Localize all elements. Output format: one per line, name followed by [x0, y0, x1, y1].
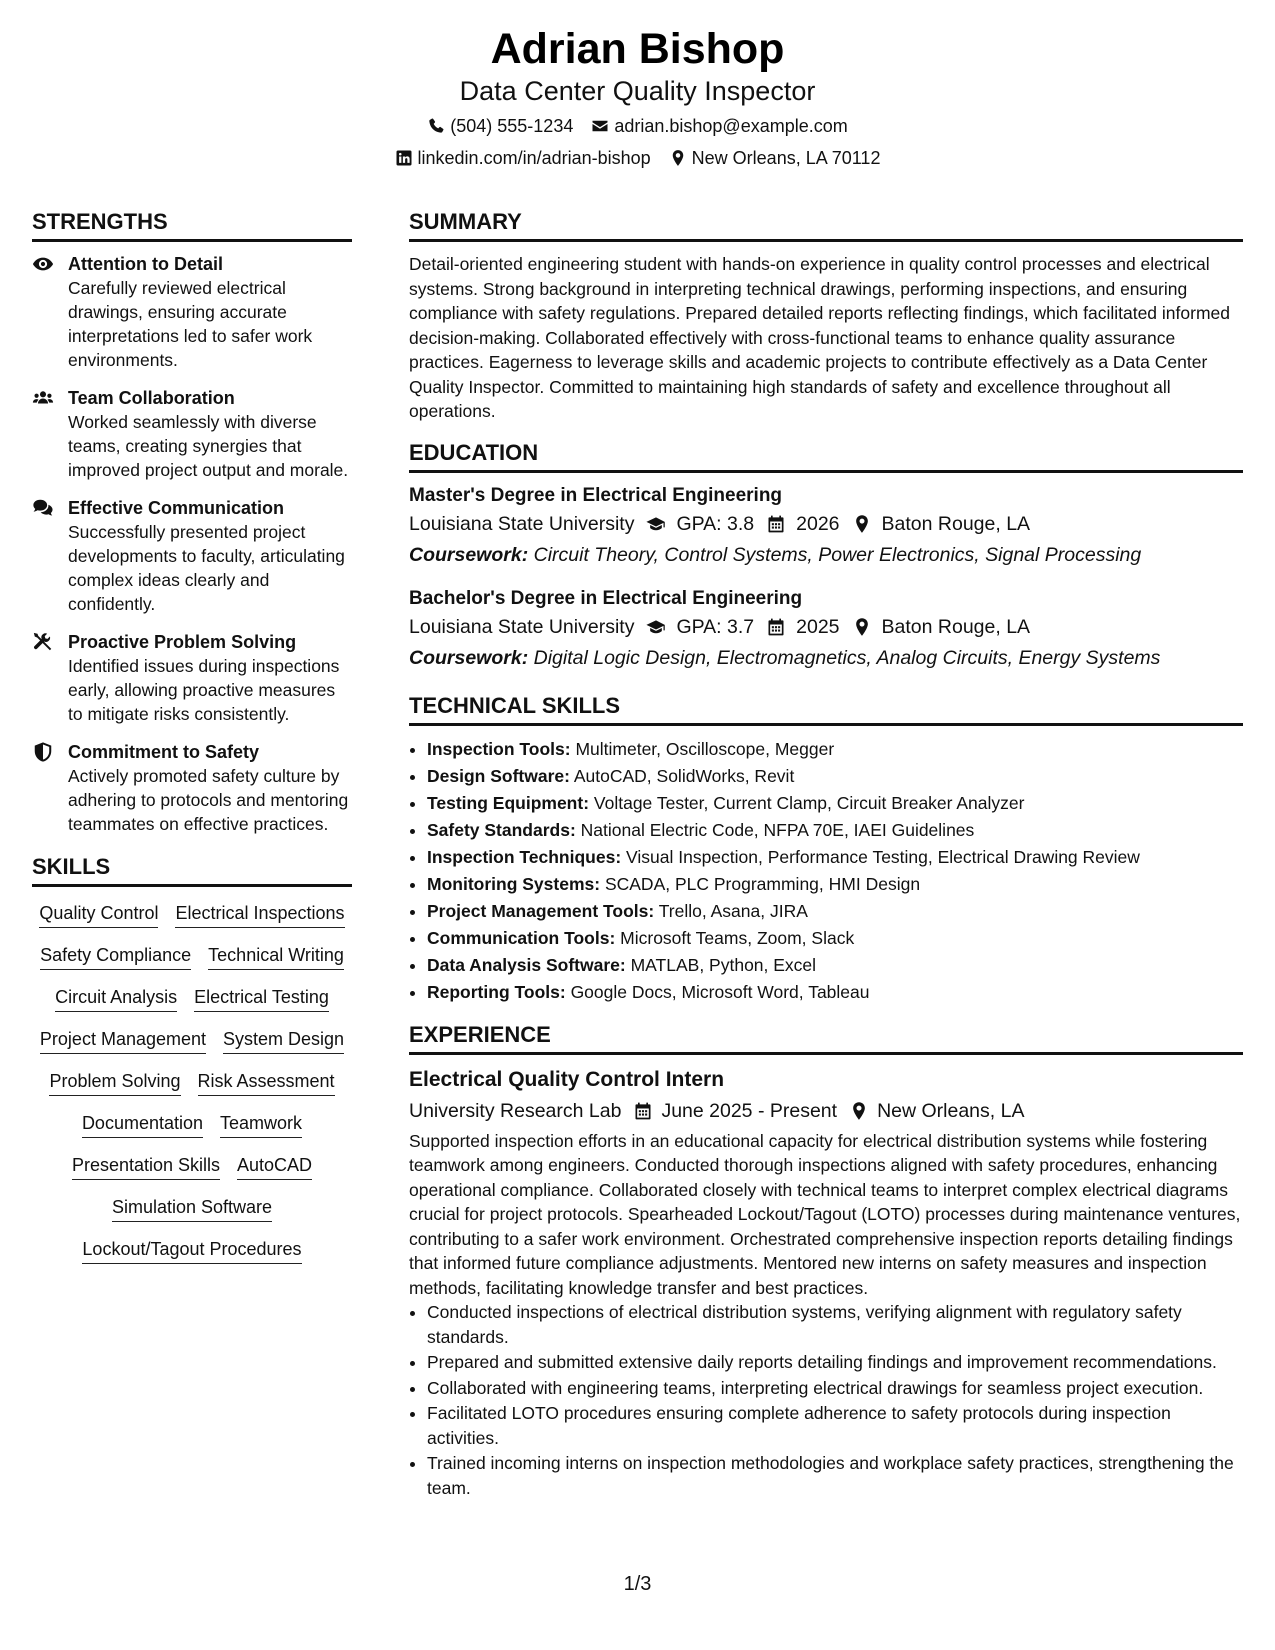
school-location-text: Baton Rouge, LA [881, 615, 1031, 638]
email-text[interactable]: adrian.bishop@example.com [614, 116, 848, 136]
shield-icon [32, 741, 54, 763]
strength-item [32, 252, 352, 372]
strengths-list [32, 252, 352, 836]
job-description: Supported inspection efforts in an educational capacity for electrical distribution systems while fostering teamwork among engineers. Conducted thorough inspections aligned with safety procedures, enhancing operational compliance. Collaborated closely with technical teams to interpret complex electrical diagrams crucial for project protocols. Spearheaded Lockout/Tagout (LOTO) processes during maintenance ventures, contributing to a safer work environment. Orchestrated comprehensive inspection reports detailing findings that informed future compliance adjustments. Mentored new interns on safety measures and inspection methods, facilitating knowledge transfer and best practices. [409, 1130, 1241, 1298]
coursework [409, 643, 1243, 673]
strength-name: Proactive Problem Solving [68, 632, 297, 652]
school-name: Louisiana State University [409, 615, 635, 638]
technical-skill-item [427, 736, 1243, 763]
skill-tag: Quality Control [39, 901, 158, 928]
technical-skill-item [427, 844, 1243, 871]
education-entry [409, 483, 1243, 570]
coursework-text: Digital Logic Design, Electromagnetics, Analog Circuits, Energy Systems [533, 646, 1161, 669]
strength-name: Attention to Detail [68, 254, 223, 274]
coursework [409, 540, 1243, 570]
gpa-meta [646, 509, 754, 540]
tech-skill-value: Visual Inspection, Performance Testing, Electrical Drawing Review [626, 846, 1140, 867]
skill-tag: Problem Solving [49, 1069, 180, 1096]
job-location: New Orleans, LA [877, 1099, 1025, 1122]
gpa-text: GPA: 3.8 [676, 512, 755, 535]
map-marker-icon [669, 149, 687, 167]
job-title-heading: Data Center Quality Inspector [459, 76, 816, 106]
technical-skill-item [427, 979, 1243, 1006]
year-meta [766, 509, 839, 540]
job-position: Electrical Quality Control Intern [409, 1067, 725, 1091]
email-contact [591, 114, 847, 138]
tech-skill-value: Microsoft Teams, Zoom, Slack [620, 927, 855, 948]
job-bullet: • Prepared and submitted extensive daily reports detailing findings and improvement recommendations. [427, 1350, 1243, 1375]
page-number: 1/3 [623, 1573, 652, 1595]
skills-list [32, 897, 352, 1264]
gpa-meta [646, 612, 754, 643]
phone-text[interactable]: (504) 555-1234 [450, 116, 574, 136]
technical-skill-item [427, 790, 1243, 817]
school-location-meta [852, 612, 1031, 643]
job-bullets [409, 1300, 1243, 1500]
right-column [409, 205, 1243, 1501]
job-dates-meta [633, 1095, 837, 1127]
year-text: 2025 [796, 615, 840, 638]
contact-row-2 [0, 146, 1275, 170]
skill-tag: Lockout/Tagout Procedures [82, 1237, 301, 1264]
calendar-icon [766, 617, 786, 637]
skill-tag: AutoCAD [237, 1153, 312, 1180]
strength-description: Carefully reviewed electrical drawings, ensuring accurate interpretations led to safer work environments. [68, 278, 313, 370]
education-heading: EDUCATION [409, 436, 1243, 473]
tech-skill-label: Inspection Techniques: [427, 846, 622, 867]
year-meta [766, 612, 839, 643]
tech-skill-value: MATLAB, Python, Excel [630, 954, 817, 975]
job-bullet: • Facilitated LOTO procedures ensuring complete adherence to safety protocols during inspection activities. [427, 1401, 1243, 1450]
strength-item [32, 386, 352, 482]
gpa-text: GPA: 3.7 [676, 615, 755, 638]
skill-tag: Risk Assessment [198, 1069, 335, 1096]
tech-skill-label: Communication Tools: [427, 927, 616, 948]
job-dates: June 2025 - Present [661, 1099, 838, 1122]
degree-title: Bachelor's Degree in Electrical Engineering [409, 587, 803, 609]
calendar-icon [766, 514, 786, 534]
strength-description: Successfully presented project developments to faculty, articulating complex ideas clearly and confidently. [68, 522, 345, 614]
strength-description: Actively promoted safety culture by adhering to protocols and mentoring teammates on effective practices. [68, 766, 349, 834]
tech-skill-label: Project Management Tools: [427, 900, 655, 921]
strength-description: Identified issues during inspections early, allowing proactive measures to mitigate risks consistently. [68, 656, 340, 724]
technical-skills-heading: TECHNICAL SKILLS [409, 689, 1243, 726]
job-location-meta [849, 1095, 1024, 1127]
comments-icon [32, 497, 54, 519]
tech-skill-value: Trello, Asana, JIRA [658, 900, 808, 921]
linkedin-text[interactable]: linkedin.com/in/adrian-bishop [417, 148, 651, 168]
eye-icon [32, 253, 54, 275]
tech-skill-label: Safety Standards: [427, 819, 576, 840]
school-location-text: Baton Rouge, LA [881, 512, 1031, 535]
technical-skills-list [409, 736, 1243, 1006]
year-text: 2026 [796, 512, 840, 535]
tech-skill-value: AutoCAD, SolidWorks, Revit [573, 765, 795, 786]
skill-tag: Electrical Inspections [175, 901, 344, 928]
calendar-icon [633, 1101, 653, 1121]
experience-entry [409, 1065, 1243, 1501]
tech-skill-value: Voltage Tester, Current Clamp, Circuit Breaker Analyzer [593, 792, 1025, 813]
strength-item [32, 496, 352, 616]
degree-title: Master's Degree in Electrical Engineering [409, 484, 783, 506]
skills-heading: SKILLS [32, 850, 352, 887]
tech-skill-label: Data Analysis Software: [427, 954, 626, 975]
tools-icon [32, 631, 54, 653]
map-marker-icon [849, 1101, 869, 1121]
company-name: University Research Lab [409, 1099, 622, 1122]
location-contact [669, 146, 881, 170]
job-meta [409, 1095, 1243, 1127]
job-bullet: • Conducted inspections of electrical distribution systems, verifying alignment with regulatory safety standards. [427, 1300, 1243, 1349]
tech-skill-value: SCADA, PLC Programming, HMI Design [604, 873, 921, 894]
education-meta [409, 509, 1243, 540]
strength-item [32, 630, 352, 726]
tech-skill-value: Multimeter, Oscilloscope, Megger [575, 738, 835, 759]
job-bullet: • Trained incoming interns on inspection methodologies and workplace safety practices, strengthening the team. [427, 1451, 1243, 1500]
school-location-meta [852, 509, 1031, 540]
graduation-cap-icon [646, 514, 666, 534]
phone-contact [427, 114, 573, 138]
technical-skill-item [427, 925, 1243, 952]
linkedin-icon [395, 149, 413, 167]
technical-skill-item [427, 952, 1243, 979]
tech-skill-label: Testing Equipment: [427, 792, 590, 813]
coursework-label: Coursework: [409, 646, 529, 669]
skill-tag: Safety Compliance [40, 943, 191, 970]
technical-skill-item [427, 763, 1243, 790]
candidate-name: Adrian Bishop [490, 25, 785, 73]
envelope-icon [591, 117, 609, 135]
technical-skill-item [427, 817, 1243, 844]
skill-tag: Teamwork [220, 1111, 302, 1138]
linkedin-contact [395, 146, 651, 170]
tech-skill-label: Monitoring Systems: [427, 873, 601, 894]
experience-heading: EXPERIENCE [409, 1018, 1243, 1055]
skill-tag: System Design [223, 1027, 344, 1054]
technical-skill-item [427, 871, 1243, 898]
strength-name: Commitment to Safety [68, 742, 260, 762]
strength-item [32, 740, 352, 836]
strength-name: Team Collaboration [68, 388, 235, 408]
resume-header [0, 22, 1275, 170]
graduation-cap-icon [646, 617, 666, 637]
job-bullet: • Collaborated with engineering teams, interpreting electrical drawings for seamless project execution. [427, 1376, 1243, 1401]
strength-description: Worked seamlessly with diverse teams, creating synergies that improved project output and morale. [68, 412, 349, 480]
tech-skill-value: National Electric Code, NFPA 70E, IAEI Guidelines [580, 819, 975, 840]
left-column [32, 205, 352, 1264]
skill-tag: Simulation Software [112, 1195, 272, 1222]
technical-skill-item [427, 898, 1243, 925]
map-marker-icon [852, 514, 872, 534]
skill-tag: Technical Writing [208, 943, 344, 970]
tech-skill-label: Design Software: [427, 765, 570, 786]
skill-tag: Documentation [82, 1111, 203, 1138]
strengths-heading: STRENGTHS [32, 205, 352, 242]
users-icon [32, 387, 54, 409]
education-meta [409, 612, 1243, 643]
coursework-text: Circuit Theory, Control Systems, Power Electronics, Signal Processing [533, 543, 1142, 566]
strength-name: Effective Communication [68, 498, 285, 518]
skill-tag: Presentation Skills [72, 1153, 220, 1180]
school-name: Louisiana State University [409, 512, 635, 535]
contact-row-1 [0, 114, 1275, 138]
tech-skill-label: Reporting Tools: [427, 981, 566, 1002]
skill-tag: Electrical Testing [194, 985, 329, 1012]
coursework-label: Coursework: [409, 543, 529, 566]
skill-tag: Project Management [40, 1027, 206, 1054]
summary-heading: SUMMARY [409, 205, 1243, 242]
map-marker-icon [852, 617, 872, 637]
location-text: New Orleans, LA 70112 [691, 148, 881, 168]
skill-tag: Circuit Analysis [55, 985, 177, 1012]
summary-text: Detail-oriented engineering student with hands-on experience in quality control processes and electrical systems. Strong background in interpreting technical drawings, performing inspections, and ensuring compliance with safety regulations. Prepared detailed reports reflecting findings, which facilitated informed decision-making. Collaborated effectively with cross-functional teams to enhance quality assurance practices. Eagerness to leverage skills and academic projects to contribute effectively as a Data Center Quality Inspector. Committed to maintaining high standards of safety and excellence throughout all operations. [409, 254, 1230, 421]
phone-icon [427, 117, 445, 135]
education-entry [409, 586, 1243, 673]
tech-skill-value: Google Docs, Microsoft Word, Tableau [570, 981, 870, 1002]
tech-skill-label: Inspection Tools: [427, 738, 571, 759]
